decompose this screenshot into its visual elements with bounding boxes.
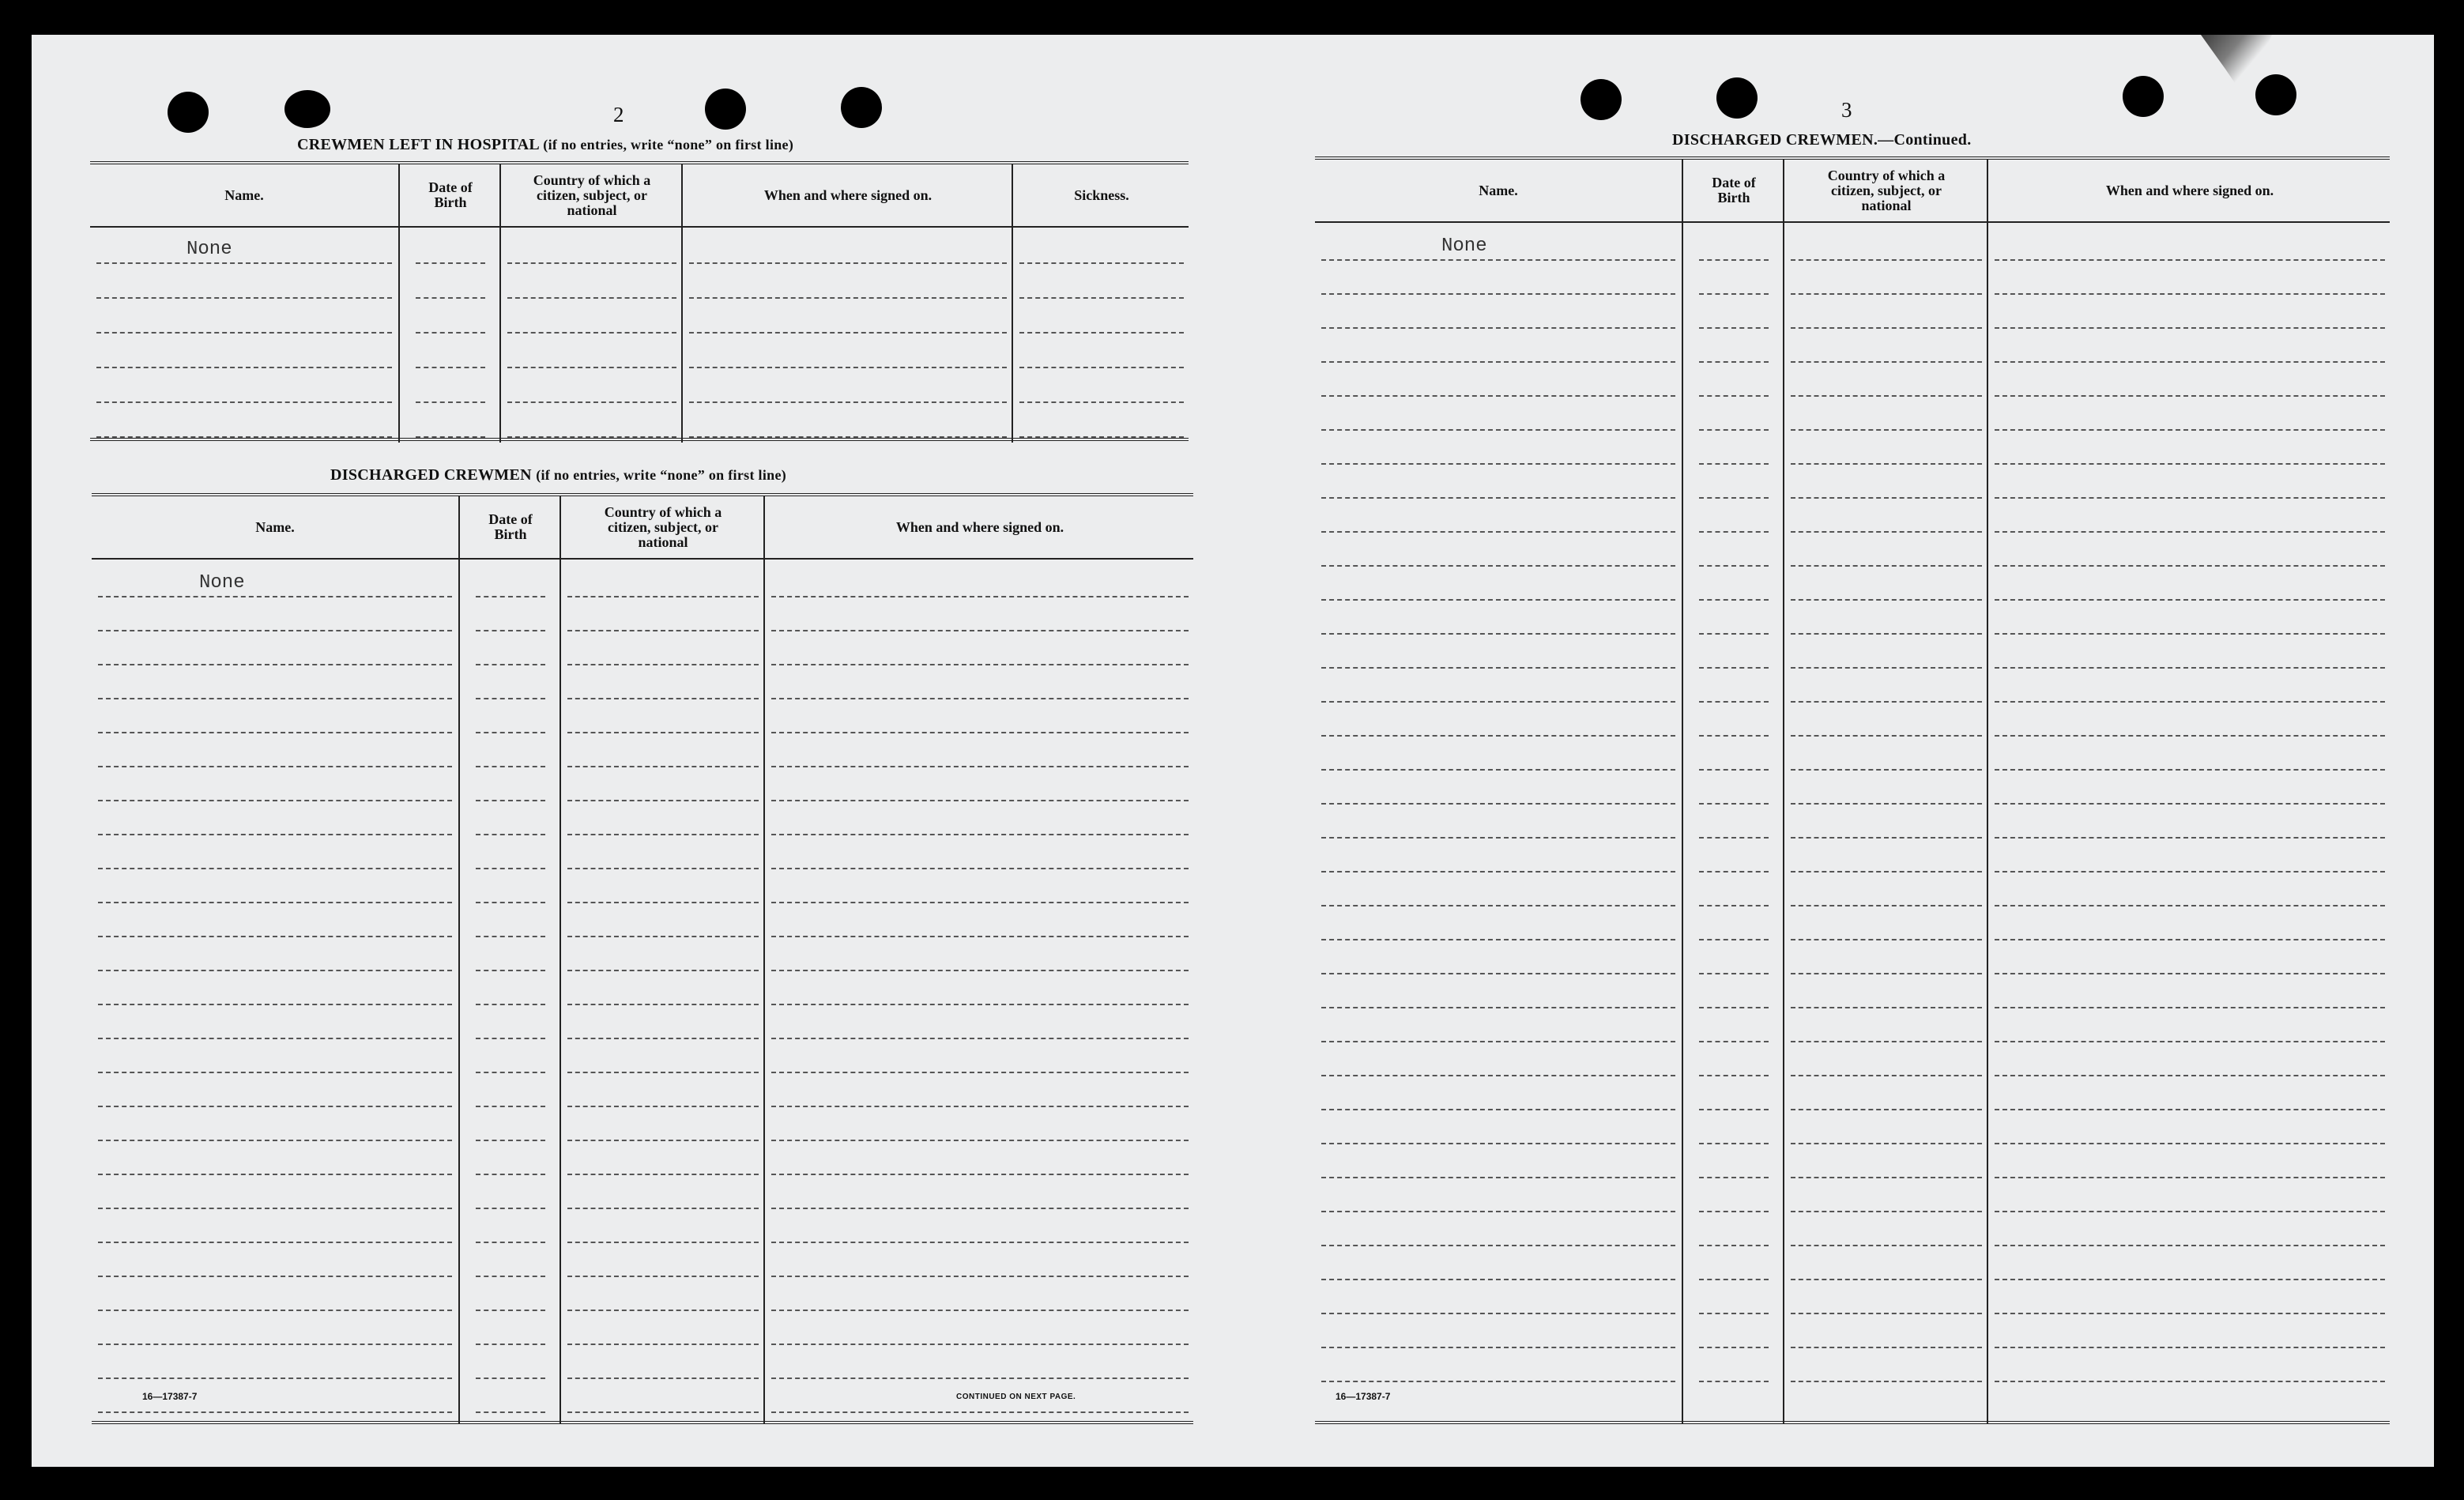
- ruled-line: [476, 766, 545, 767]
- ruled-line: [1321, 1313, 1675, 1314]
- ruled-line: [476, 970, 545, 971]
- ruled-line: [567, 936, 759, 937]
- ruled-line: [1699, 939, 1769, 940]
- ruled-line: [1791, 1109, 1982, 1110]
- ruled-line: [1699, 905, 1769, 906]
- ruled-line: [1791, 293, 1982, 295]
- ruled-line: [476, 1310, 545, 1311]
- ruled-line: [1699, 633, 1769, 635]
- column-name: [90, 164, 398, 443]
- ruled-line: [1699, 497, 1769, 499]
- ruled-line: [771, 970, 1189, 971]
- ruled-line: [476, 1072, 545, 1073]
- ruled-line: [567, 596, 759, 597]
- ruled-line: [1699, 1143, 1769, 1144]
- page-number: 2: [613, 103, 624, 126]
- ruled-line: [771, 1072, 1189, 1073]
- ruled-line: [1995, 1245, 2385, 1246]
- ruled-line: [1321, 565, 1675, 567]
- ruled-line: [567, 1276, 759, 1277]
- ruled-line: [1995, 1211, 2385, 1212]
- ruled-line: [1321, 973, 1675, 974]
- ruled-line: [1791, 395, 1982, 397]
- ruled-line: [476, 1140, 545, 1141]
- ruled-line: [771, 1411, 1189, 1413]
- ruled-line: [567, 1004, 759, 1005]
- ruled-line: [1995, 769, 2385, 771]
- ruled-line: [567, 630, 759, 631]
- ruled-line: [771, 1242, 1189, 1243]
- ruled-line: [567, 766, 759, 767]
- ruled-line: [567, 868, 759, 869]
- ruled-line: [1791, 1381, 1982, 1382]
- hospital-first-entry: None: [186, 239, 232, 260]
- ruled-line: [1791, 905, 1982, 906]
- ruled-line: [98, 1378, 452, 1379]
- ruled-line: [1791, 973, 1982, 974]
- ruled-line: [1699, 1177, 1769, 1178]
- ruled-line: [1321, 1211, 1675, 1212]
- ruled-line: [1995, 395, 2385, 397]
- column-name: [92, 496, 458, 1424]
- ruled-line: [1995, 837, 2385, 839]
- ruled-line: [771, 868, 1189, 869]
- ruled-line: [567, 1310, 759, 1311]
- discharged-continued-title: DISCHARGED CREWMEN.—Continued.: [1672, 131, 1972, 149]
- ruled-line: [1699, 599, 1769, 601]
- ruled-line: [1699, 837, 1769, 839]
- ruled-line: [1321, 701, 1675, 703]
- ruled-line: [98, 800, 452, 801]
- ruled-line: [1995, 1041, 2385, 1042]
- column-header: Name.: [1479, 182, 1518, 198]
- ruled-line: [1699, 463, 1769, 465]
- ruled-line: [98, 902, 452, 903]
- ruled-line: [476, 1242, 545, 1243]
- ruled-line: [771, 1174, 1189, 1175]
- ruled-line: [771, 766, 1189, 767]
- ruled-line: [98, 698, 452, 699]
- ruled-line: [1791, 327, 1982, 329]
- ruled-line: [771, 1208, 1189, 1209]
- ruled-line: [1995, 327, 2385, 329]
- ruled-line: [567, 1378, 759, 1379]
- ruled-line: [1791, 1041, 1982, 1042]
- ruled-line: [1791, 939, 1982, 940]
- discharged-note: (if no entries, write “none” on first line): [536, 467, 787, 483]
- ruled-line: [98, 1411, 452, 1413]
- column-header: When and where signed on.: [895, 518, 1064, 535]
- ruled-line: [1995, 973, 2385, 974]
- ruled-line: [1791, 667, 1982, 669]
- ruled-line: [1791, 633, 1982, 635]
- ruled-line: [98, 1140, 452, 1141]
- ruled-line: [1321, 463, 1675, 465]
- ruled-line: [1995, 361, 2385, 363]
- ruled-line: [98, 1242, 452, 1243]
- ruled-line: [567, 1242, 759, 1243]
- ruled-line: [567, 970, 759, 971]
- ruled-line: [1995, 1075, 2385, 1076]
- discharged-section-title: [330, 466, 786, 484]
- ruled-line: [1699, 735, 1769, 737]
- ruled-line: [1995, 1347, 2385, 1348]
- ruled-line: [98, 1208, 452, 1209]
- ruled-line: [771, 1140, 1189, 1141]
- continued-first-entry: None: [1441, 236, 1487, 257]
- ruled-line: [1699, 293, 1769, 295]
- ruled-line: [1995, 1143, 2385, 1144]
- ruled-line: [567, 1411, 759, 1413]
- document-sheet: [32, 35, 2434, 1467]
- discharged-title: DISCHARGED CREWMEN: [330, 466, 532, 484]
- ruled-line: [1791, 531, 1982, 533]
- ruled-line: [1699, 1347, 1769, 1348]
- ruled-line: [1321, 1041, 1675, 1042]
- discharged-table: [92, 493, 1193, 1424]
- column-header: Country of which a citizen, subject, or national: [533, 171, 651, 218]
- ruled-line: [1699, 871, 1769, 872]
- ruled-line: [771, 732, 1189, 733]
- ruled-line: [771, 800, 1189, 801]
- ruled-line: [476, 868, 545, 869]
- ruled-line: [1699, 395, 1769, 397]
- ruled-line: [1995, 497, 2385, 499]
- ruled-line: [98, 1174, 452, 1175]
- column-sickness: [1012, 164, 1190, 443]
- form-code: 16—17387-7: [1336, 1391, 1391, 1402]
- ruled-line: [1699, 1245, 1769, 1246]
- ruled-line: [1321, 633, 1675, 635]
- ruled-line: [476, 1208, 545, 1209]
- ruled-line: [1791, 599, 1982, 601]
- column-name: [1315, 160, 1682, 1424]
- ruled-line: [567, 1344, 759, 1345]
- ruled-line: [1699, 1007, 1769, 1008]
- ruled-line: [1321, 667, 1675, 669]
- hospital-title: CREWMEN LEFT IN HOSPITAL: [297, 136, 539, 153]
- ruled-line: [1995, 1007, 2385, 1008]
- ruled-line: [98, 732, 452, 733]
- ruled-line: [771, 1106, 1189, 1107]
- ruled-line: [476, 630, 545, 631]
- ruled-line: [1791, 1313, 1982, 1314]
- ruled-line: [98, 970, 452, 971]
- ruled-line: [1791, 497, 1982, 499]
- ruled-line: [1995, 293, 2385, 295]
- ruled-line: [1791, 1143, 1982, 1144]
- ruled-line: [567, 1208, 759, 1209]
- ruled-line: [1321, 1381, 1675, 1382]
- ruled-line: [476, 936, 545, 937]
- page-number: 3: [1841, 98, 1852, 122]
- ruled-line: [476, 596, 545, 597]
- ruled-line: [1995, 1279, 2385, 1280]
- ruled-line: [1321, 1109, 1675, 1110]
- ruled-line: [476, 1344, 545, 1345]
- ruled-line: [476, 664, 545, 665]
- ruled-line: [1699, 1041, 1769, 1042]
- ruled-line: [476, 834, 545, 835]
- ruled-line: [476, 1378, 545, 1379]
- ruled-line: [1791, 735, 1982, 737]
- ruled-line: [1995, 735, 2385, 737]
- ruled-line: [1995, 429, 2385, 431]
- ruled-line: [98, 766, 452, 767]
- ruled-line: [1995, 565, 2385, 567]
- ruled-line: [1791, 701, 1982, 703]
- ruled-line: [1321, 1177, 1675, 1178]
- ruled-line: [567, 1140, 759, 1141]
- ruled-line: [567, 664, 759, 665]
- ruled-line: [1995, 803, 2385, 805]
- ruled-line: [1321, 1143, 1675, 1144]
- table-bottom-rule: [1315, 1421, 2390, 1424]
- ruled-line: [1791, 1279, 1982, 1280]
- ruled-line: [1321, 327, 1675, 329]
- ruled-line: [1995, 633, 2385, 635]
- ruled-line: [1699, 1279, 1769, 1280]
- ruled-line: [567, 1072, 759, 1073]
- ruled-line: [98, 1310, 452, 1311]
- ruled-line: [1791, 1347, 1982, 1348]
- ruled-line: [1791, 769, 1982, 771]
- ruled-line: [771, 834, 1189, 835]
- ruled-line: [98, 1276, 452, 1277]
- ruled-line: [1321, 259, 1675, 261]
- ruled-line: [1699, 701, 1769, 703]
- ruled-line: [1321, 531, 1675, 533]
- ruled-line: [1699, 531, 1769, 533]
- ruled-line: [567, 800, 759, 801]
- ruled-line: [98, 630, 452, 631]
- ruled-line: [1321, 1075, 1675, 1076]
- ruled-line: [1791, 1075, 1982, 1076]
- ruled-line: [1791, 1177, 1982, 1178]
- ruled-line: [1995, 667, 2385, 669]
- ruled-line: [98, 834, 452, 835]
- column-header: Date of Birth: [1712, 175, 1756, 205]
- ruled-line: [567, 1174, 759, 1175]
- ruled-line: [1699, 565, 1769, 567]
- ruled-line: [771, 936, 1189, 937]
- ruled-line: [1699, 259, 1769, 261]
- column-date-of-birth: [1682, 160, 1784, 1424]
- ruled-line: [1321, 1347, 1675, 1348]
- ruled-line: [1791, 565, 1982, 567]
- ruled-line: [1995, 1381, 2385, 1382]
- continued-note: CONTINUED ON NEXT PAGE.: [956, 1393, 1076, 1401]
- right-page: [1249, 35, 2434, 1467]
- ruled-line: [1321, 599, 1675, 601]
- ruled-line: [98, 1004, 452, 1005]
- ruled-line: [476, 1038, 545, 1039]
- ruled-line: [1321, 395, 1675, 397]
- ruled-line: [771, 1310, 1189, 1311]
- ruled-line: [771, 902, 1189, 903]
- ruled-line: [1321, 905, 1675, 906]
- ruled-line: [1995, 463, 2385, 465]
- column-country: [1783, 160, 1988, 1424]
- ruled-line: [1791, 259, 1982, 261]
- discharged-continued-table: [1315, 156, 2390, 1424]
- hospital-table: [90, 161, 1189, 443]
- table-bottom-rule: [92, 1421, 1193, 1424]
- ruled-line: [1995, 1313, 2385, 1314]
- column-country: [499, 164, 683, 443]
- ruled-line: [1995, 1177, 2385, 1178]
- ruled-line: [1321, 735, 1675, 737]
- ruled-line: [98, 1344, 452, 1345]
- column-header: Name.: [255, 518, 295, 535]
- hospital-section-title: [297, 136, 793, 154]
- ruled-line: [771, 1038, 1189, 1039]
- ruled-line: [1321, 1245, 1675, 1246]
- ruled-line: [98, 936, 452, 937]
- ruled-line: [1791, 837, 1982, 839]
- column-signed-on: [681, 164, 1013, 443]
- ruled-line: [1699, 1075, 1769, 1076]
- ruled-line: [1699, 769, 1769, 771]
- ruled-line: [1321, 429, 1675, 431]
- ruled-line: [1995, 701, 2385, 703]
- form-code: 16—17387-7: [142, 1391, 198, 1402]
- ruled-line: [98, 664, 452, 665]
- ruled-line: [98, 868, 452, 869]
- ruled-line: [1995, 871, 2385, 872]
- ruled-line: [1791, 803, 1982, 805]
- ruled-line: [771, 664, 1189, 665]
- column-header: Name.: [224, 187, 264, 203]
- column-date-of-birth: [458, 496, 561, 1424]
- ruled-line: [1321, 497, 1675, 499]
- ruled-line: [476, 1004, 545, 1005]
- ruled-line: [1791, 429, 1982, 431]
- ruled-line: [1791, 1211, 1982, 1212]
- ruled-line: [771, 1004, 1189, 1005]
- ruled-line: [771, 1344, 1189, 1345]
- ruled-line: [1321, 769, 1675, 771]
- ruled-line: [476, 1174, 545, 1175]
- ruled-line: [1321, 1279, 1675, 1280]
- ruled-line: [476, 902, 545, 903]
- ruled-line: [771, 630, 1189, 631]
- ruled-line: [1321, 361, 1675, 363]
- ruled-line: [98, 1038, 452, 1039]
- hospital-note: (if no entries, write “none” on first line): [543, 137, 794, 153]
- table-bottom-rule: [90, 438, 1189, 441]
- ruled-line: [1995, 531, 2385, 533]
- ruled-line: [771, 698, 1189, 699]
- ruled-line: [1995, 939, 2385, 940]
- ruled-line: [476, 1106, 545, 1107]
- ruled-line: [1321, 803, 1675, 805]
- ruled-line: [1995, 259, 2385, 261]
- left-page: [32, 35, 1233, 1467]
- ruled-line: [1791, 361, 1982, 363]
- ruled-line: [567, 1038, 759, 1039]
- ruled-line: [567, 902, 759, 903]
- ruled-line: [1699, 429, 1769, 431]
- ruled-line: [1699, 361, 1769, 363]
- column-header: Country of which a citizen, subject, or national: [604, 503, 722, 550]
- ruled-line: [1791, 1245, 1982, 1246]
- column-header: Sickness.: [1074, 187, 1129, 203]
- ruled-line: [1791, 463, 1982, 465]
- ruled-line: [1321, 871, 1675, 872]
- ruled-line: [771, 1378, 1189, 1379]
- ruled-line: [567, 1106, 759, 1107]
- ruled-line: [476, 1276, 545, 1277]
- ruled-line: [1995, 905, 2385, 906]
- ruled-line: [567, 732, 759, 733]
- ruled-line: [567, 698, 759, 699]
- column-country: [559, 496, 765, 1424]
- ruled-line: [1791, 871, 1982, 872]
- column-header: Date of Birth: [428, 179, 473, 210]
- column-header: Date of Birth: [488, 511, 533, 542]
- ruled-line: [771, 1276, 1189, 1277]
- ruled-line: [1699, 973, 1769, 974]
- column-signed-on: [1987, 160, 2391, 1424]
- column-date-of-birth: [398, 164, 501, 443]
- ruled-line: [98, 1072, 452, 1073]
- ruled-line: [1699, 1109, 1769, 1110]
- ruled-line: [1699, 1381, 1769, 1382]
- ruled-line: [476, 732, 545, 733]
- ruled-line: [98, 1106, 452, 1107]
- ruled-line: [476, 1411, 545, 1413]
- ruled-line: [98, 596, 452, 597]
- ruled-line: [1995, 599, 2385, 601]
- column-header: When and where signed on.: [2105, 182, 2274, 198]
- ruled-line: [567, 834, 759, 835]
- ruled-line: [1699, 327, 1769, 329]
- column-signed-on: [763, 496, 1195, 1424]
- ruled-line: [1699, 1211, 1769, 1212]
- discharged-first-entry: None: [199, 572, 245, 594]
- ruled-line: [1321, 1007, 1675, 1008]
- ruled-line: [1321, 837, 1675, 839]
- column-header: When and where signed on.: [763, 187, 932, 203]
- ruled-line: [1321, 939, 1675, 940]
- ruled-line: [1699, 803, 1769, 805]
- ruled-line: [476, 698, 545, 699]
- ruled-line: [771, 596, 1189, 597]
- ruled-line: [476, 800, 545, 801]
- column-header: Country of which a citizen, subject, or national: [1827, 167, 1946, 213]
- ruled-line: [1791, 1007, 1982, 1008]
- ruled-line: [1699, 667, 1769, 669]
- ruled-line: [1321, 293, 1675, 295]
- ruled-line: [1699, 1313, 1769, 1314]
- ruled-line: [1995, 1109, 2385, 1110]
